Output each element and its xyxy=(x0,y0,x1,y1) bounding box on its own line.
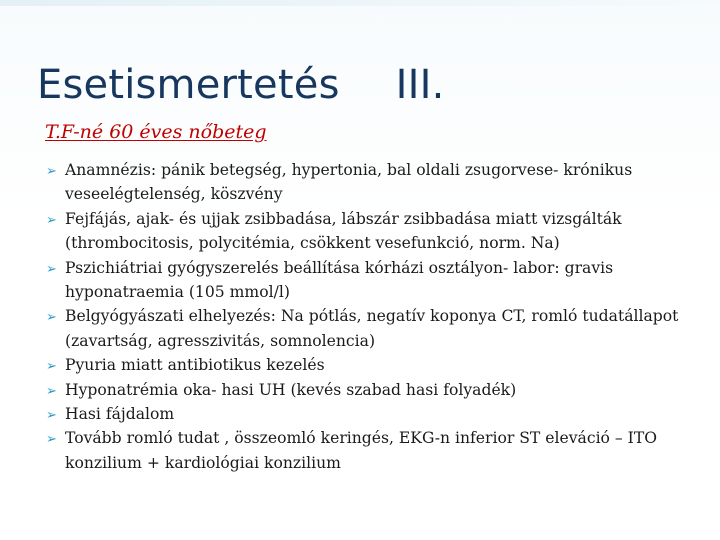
bullet-arrow-icon: ➢ xyxy=(46,359,57,375)
bullet-item xyxy=(45,256,695,305)
slide-title-number: III. xyxy=(395,62,445,108)
bullet-item xyxy=(45,402,695,426)
bullet-arrow-icon: ➢ xyxy=(46,212,57,228)
patient-subtitle: T.F-né 60 éves nőbeteg xyxy=(45,121,267,143)
bullet-text: Fejfájás, ajak- és ujjak zsibbadása, lábszár zsibbadása miatt vizsgálták (thrombocitosis, polycitémia, csökkent vesefunkció, norm. Na) xyxy=(65,209,622,253)
bullet-text: Tovább romló tudat , összeomló keringés, EKG-n inferior ST eleváció – ITO konzilium + kardiológiai konzilium xyxy=(65,429,657,472)
bullet-arrow-icon: ➢ xyxy=(46,408,57,424)
bullet-arrow-icon: ➢ xyxy=(46,383,57,399)
bullet-list xyxy=(45,158,695,475)
bullet-item xyxy=(45,158,695,207)
bullet-text: Belgyógyászati elhelyezés: Na pótlás, negatív koponya CT, romló tudatállapot (zavartság, agresszivitás, somnolencia) xyxy=(65,307,679,350)
bullet-text: Hyponatrémia oka- hasi UH (kevés szabad hasi folyadék) xyxy=(65,380,517,399)
bullet-text: Anamnézis: pánik betegség, hypertonia, bal oldali zsugorvese- krónikus veseelégtelenség, köszvény xyxy=(65,161,633,204)
bullet-arrow-icon: ➢ xyxy=(46,432,57,448)
bullet-item xyxy=(45,207,695,256)
slide-title xyxy=(37,62,445,108)
bullet-text: Hasi fájdalom xyxy=(65,405,175,424)
bullet-arrow-icon: ➢ xyxy=(46,261,57,277)
bullet-arrow-icon: ➢ xyxy=(46,164,57,179)
bullet-text: Pyuria miatt antibiotikus kezelés xyxy=(65,356,325,375)
bullet-item xyxy=(45,353,695,377)
bullet-item xyxy=(45,304,695,353)
bullet-text: Pszichiátriai gyógyszerelés beállítása kórházi osztályon- labor: gravis hyponatraemia (105 mmol/l) xyxy=(65,258,614,302)
bullet-arrow-icon: ➢ xyxy=(46,310,57,326)
bullet-item xyxy=(45,426,695,475)
bullet-item xyxy=(45,378,695,402)
slide-title-text: Esetismertetés xyxy=(37,62,340,108)
